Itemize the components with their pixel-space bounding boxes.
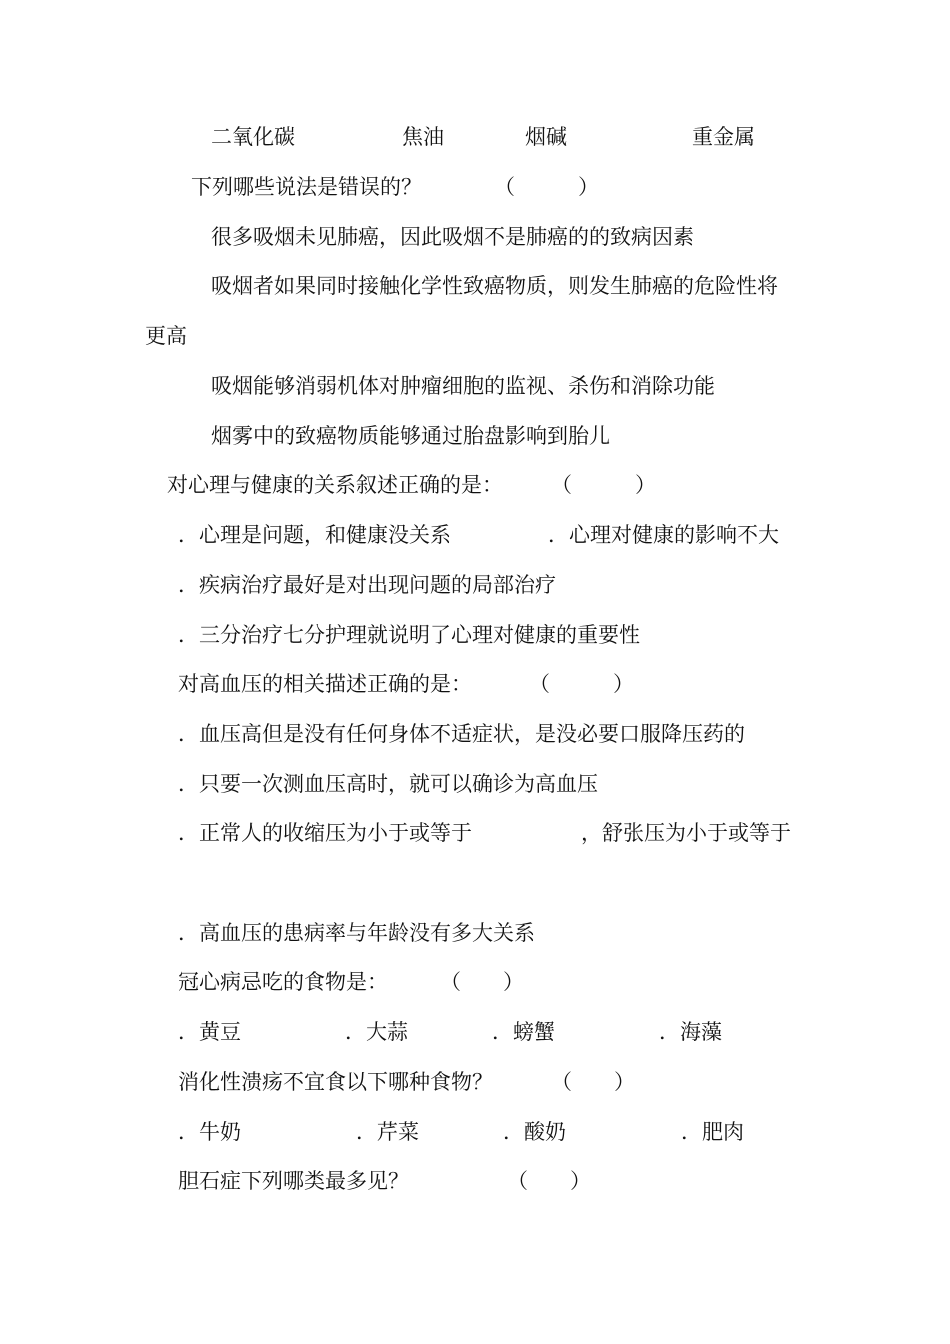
option-heavy-metal: 重金属 — [692, 125, 755, 149]
smoking-option-b-line2: 更高 — [145, 324, 187, 348]
ulcer-option-c: ．酸奶 — [503, 1120, 566, 1144]
bp-option-b: ．只要一次测血压高时，就可以确诊为高血压 — [178, 772, 598, 796]
psych-option-d: ．三分治疗七分护理就说明了心理对健康的重要性 — [178, 623, 640, 647]
ulcer-option-d: ．肥肉 — [681, 1120, 744, 1144]
chd-option-d: ．海藻 — [659, 1020, 722, 1044]
question-bp-answer-paren: （ ） — [529, 672, 634, 696]
question-gallstone-stem: 胆石症下列哪类最多见？ — [178, 1169, 409, 1193]
bp-option-c-part1: ．正常人的收缩压为小于或等于 — [178, 821, 472, 845]
question-psych-stem: 对心理与健康的关系叙述正确的是： — [167, 473, 503, 497]
question-smoking-answer-paren: （ ） — [494, 175, 599, 199]
chd-option-b: ．大蒜 — [345, 1020, 408, 1044]
question-bp-stem: 对高血压的相关描述正确的是： — [178, 672, 472, 696]
smoking-option-c: 吸烟能够消弱机体对肿瘤细胞的监视、杀伤和消除功能 — [211, 374, 715, 398]
smoking-option-a: 很多吸烟未见肺癌，因此吸烟不是肺癌的的致病因素 — [211, 225, 694, 249]
question-ulcer-answer-paren: （ ） — [551, 1070, 635, 1094]
ulcer-option-b: ．芹菜 — [356, 1120, 419, 1144]
psych-option-a: ．心理是问题，和健康没关系 — [178, 523, 451, 547]
bp-option-d: ．高血压的患病率与年龄没有多大关系 — [178, 921, 535, 945]
question-psych-answer-paren: （ ） — [551, 473, 656, 497]
psych-option-c: ．疾病治疗最好是对出现问题的局部治疗 — [178, 573, 556, 597]
smoking-option-b-line1: 吸烟者如果同时接触化学性致癌物质，则发生肺癌的危险性将 — [211, 274, 778, 298]
smoking-option-d: 烟雾中的致癌物质能够通过胎盘影响到胎儿 — [211, 424, 610, 448]
bp-option-a: ．血压高但是没有任何身体不适症状，是没必要口服降压药的 — [178, 722, 745, 746]
question-ulcer-stem: 消化性溃疡不宜食以下哪种食物？ — [178, 1070, 493, 1094]
chd-option-a: ．黄豆 — [178, 1020, 241, 1044]
ulcer-option-a: ．牛奶 — [178, 1120, 241, 1144]
option-nicotine: 烟碱 — [525, 125, 567, 149]
chd-option-c: ．螃蟹 — [492, 1020, 555, 1044]
question-chd-answer-paren: （ ） — [440, 970, 524, 994]
option-tar: 焦油 — [402, 125, 444, 149]
bp-option-c-part2: ，舒张压为小于或等于 — [581, 821, 791, 845]
psych-option-b: ．心理对健康的影响不大 — [548, 523, 779, 547]
question-gallstone-answer-paren: （ ） — [507, 1169, 591, 1193]
question-chd-stem: 冠心病忌吃的食物是： — [178, 970, 388, 994]
option-carbon-dioxide: 二氧化碳 — [211, 125, 295, 149]
question-smoking-stem: 下列哪些说法是错误的？ — [191, 175, 422, 199]
